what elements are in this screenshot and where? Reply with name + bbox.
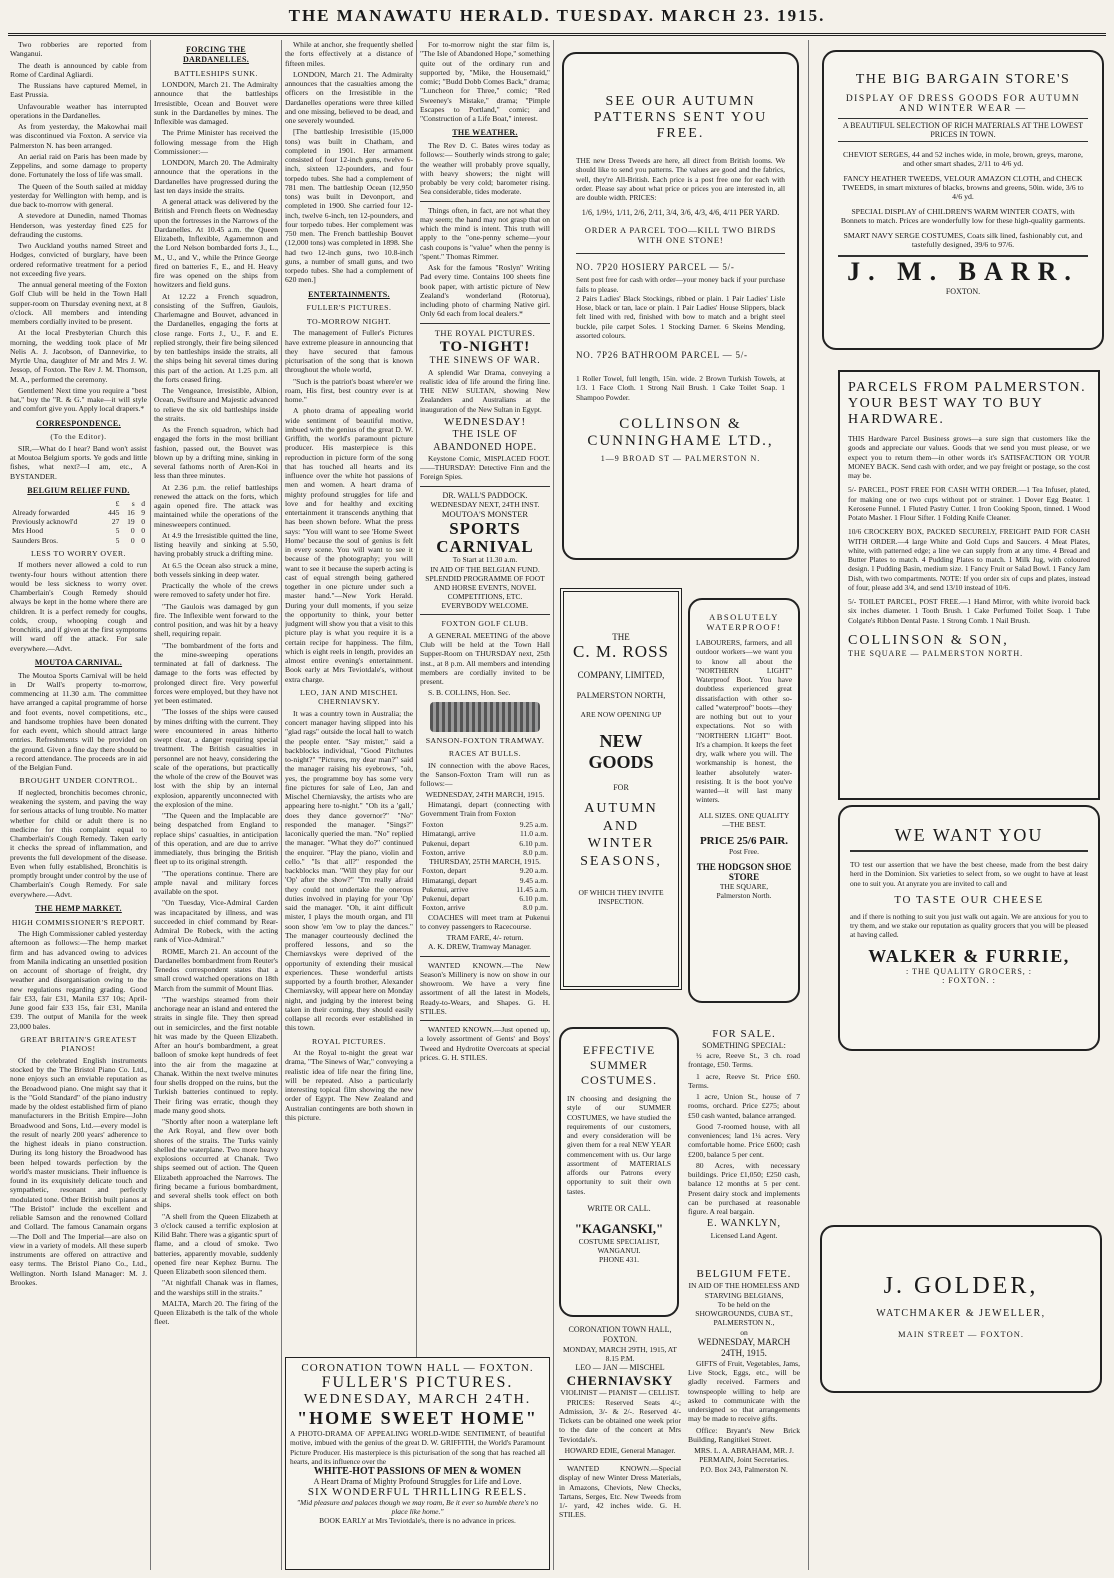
ross-co: COMPANY, LIMITED, [577,670,665,680]
news-paragraph: LONDON, March 20. The Admiralty announce that the operations in the Dardanelles have progressed during the last ten days inside the straits. [154,158,278,195]
table-row: Pukenui, depart 6.10 p.m. [422,838,548,848]
parcels-heading: PARCELS FROM PALMERSTON. [848,380,1087,395]
wanklyn-name: E. WANKLYN, [707,1218,781,1230]
bargain-heading: THE BIG BARGAIN STORE'S [855,72,1071,87]
wed-note: Himatangi, depart (connecting with Government Train from Foxton [420,799,550,818]
royal-ad-desc: A splendid War Drama, conveying a realistic idea of life around the firing line. THE NEW SULTAN, showing New Zealanders and Australians at the inauguration of the New Sultan in Egypt. [420,367,550,414]
programme: SPLENDID PROGRAMME OF FOOT AND HORSE EVENTS, NOVEL COMPETITIONS, ETC. [425,573,545,602]
hemp-heading: THE HEMP MARKET. [35,903,122,913]
worry-heading: LESS TO WORRY OVER. [31,548,126,558]
table-row: Already forwarded 445 16 9 [12,507,145,517]
fullers-heading: FULLER'S PICTURES. [306,303,392,313]
cheese-heading: WE WANT YOU [850,825,1088,852]
wanted-millinery: WANTED KNOWN.—The New Season's Millinery is now on show in our showroom. We have a very fine assortment of all the latest in Models, Ready-to-Wears, and Shapes. G. H. STILES. [420,960,550,1016]
kaganski-name: "KAGANSKI," [574,1220,664,1236]
fete-on: on [740,1327,748,1337]
hemp-sub: HIGH COMMISSIONER'S REPORT. [11,917,146,927]
cherni-manager: HOWARD EDIE, General Manager. [564,1445,676,1455]
royal-heading: ROYAL PICTURES. [312,1036,386,1046]
waterproof-price: PRICE 25/6 PAIR. [699,834,789,847]
bargain-item: CHEVIOT SERGES, 44 and 52 inches wide, in mole, brown, greys, marone, and other smart shades, 2/11 to 4/6 yd. [842,150,1083,168]
waterproof-post: Post Free. [729,846,759,856]
sale-item: Good 7-roomed house, with all conveniences; land 1¼ acres. Very comfortable home. Price £600; cash £200, balance 5 per cent. [688,1121,800,1159]
weather-body: The Rev D. C. Bates wires today as follows:— Southerly winds strong to gale; the weather will probably prove squally, with heavy showers; the night will probably be very cold; barometer rising. Sea considerable, tides moderate. [420,141,550,197]
fete-body: GIFTS of Fruit, Vegetables, Jams, Live Stock, Eggs, etc., will be gladly received. Farmers and townspeople willing to help are asked to communicate with the undersigned so that arrangements may be made to receive gifts. [688,1358,800,1424]
ross-for: FOR [613,783,629,792]
walker-town: : FOXTON. : [942,975,996,985]
news-paragraph: LONDON, March 21. The Admiralty announce that the battleships Irresistible, Ocean and Bouvet were sunk in the Dardanelles by mines. The Inflexible was damaged. [154,80,278,126]
correspondence-body: SIR,—What do I hear? Band won't assist at Moutoa Belgium sports. Ye gods and little fishes, what next?—I am, etc., A BYSTANDER. [10,443,147,481]
parcels-body: THIS Hardware Parcel Business grows—a sure sign that customers like the goods and appreciate our values. Goods that we send you must please, or we expect you to return them—in other words it's SATISFACTION OR YOUR MONEY BACK. Send cash with order, and we pay freight or postage, so the cost may be. [848,434,1090,480]
bargain-item: FANCY HEATHER TWEEDS, VELOUR AMAZON CLOTH, and CHECK TWEEDS, in smart mixtures of blacks, browns and greens, 50in. wide, 3/6 to 4/6 yd. [842,174,1084,201]
golf-signature: S. B. COLLINS, Hon. Sec. [428,688,511,698]
news-paragraph: At 2.36 p.m. the relief battleships renewed the attack on the forts, which again opened fire. The attack was maintained while the operations of the minesweepers continued. [154,482,278,529]
news-paragraph: "Shortly after noon a waterplane left the Ark Royal, and flew over both shores of the straits. The Turks vainly shelled the waterplane. Two more heavy explosions occurred at Chanak. Two ships seemed out of action. The Queen Elizabeth approached the Narrows. The firing became a furious bombardment, and several shells took effect on both ships. [154,1117,278,1210]
bargain-item: SPECIAL DISPLAY of CHILDREN'S WARM WINTER COATS, with Bonnets to match. Prices are wonderfully low for these high-quality garments. [840,207,1086,225]
thu-date: THURSDAY, 25TH MARCH, 1915. [429,857,541,867]
news-paragraph: The Queen of the South sailed at midday yesterday for Wellington with hemp, and is due back to-morrow with general. [10,181,147,209]
piano-heading: GREAT BRITAIN'S GREATEST PIANOS! [20,1034,137,1054]
fuller-reels: SIX WONDERFUL THRILLING REELS. [307,1486,528,1498]
cm-ross-ad [560,588,682,990]
news-paragraph: The annual general meeting of the Foxton Golf Club will be held in the Town Hall supper-room on Thursday evening next, at 8 o'clock. All members and intending members cordially invited to be present. [10,280,147,326]
column-rule [416,40,417,1570]
news-paragraph: The death is announced by cable from Rome of Cardinal Agliardi. [10,60,147,79]
ross-invite: OF WHICH THEY INVITE INSPECTION. [578,888,664,906]
news-paragraph: "On Tuesday, Vice-Admiral Carden was incapacitated by illness, and was succeeded in chief command by Rear-Admiral De Robeck, with the acting rank of Vice-Admiral." [154,898,278,945]
news-paragraph: MALTA, March 20. The firing of the Queen Elizabeth is the talk of the whole fleet. [154,1298,278,1327]
correspondence-sub: (To the Editor). [50,432,107,442]
collinson-son-name: COLLINSON & SON, [848,632,1009,648]
tram-intro: IN connection with the above Races, the Sanson-Foxton Tram will run as follows:— [420,760,550,789]
drew: A. K. DREW, Tramway Manager. [428,942,532,952]
barr-town: FOXTON. [945,287,981,296]
table-row: Himatangi, depart 9.45 a.m. [422,875,548,885]
news-paragraph: "The Queen and the Implacable are being despatched from England to replace ships' casualties, in anticipation of this operation, and are due to arrive immediately, thus bringing the British fleet up to its original strength. [154,811,278,867]
fuller-heart: A Heart Drama of Mighty Profound Struggles for Life and Love. [313,1477,522,1486]
cherni-names: LEO — JAN — MISCHEL [575,1362,665,1372]
royal-ad-foot: Keystone Comic, MISPLACED FOOT.——THURSDAY: Detective Finn and the Foreign Spies. [420,453,550,482]
news-paragraph: An aerial raid on Paris has been made by Zeppelins, and some damage to property done. Fortunately the loss of life was small. [10,151,147,180]
carnival-heading: MOUTOA CARNIVAL. [34,657,123,667]
dardanelles-body [154,80,278,1327]
belgium-fete-ad [688,1268,800,1570]
weather-heading: THE WEATHER. [452,128,518,138]
dardanelles-sub: BATTLESHIPS SUNK. [174,68,258,78]
fuller-passions: WHITE-HOT PASSIONS OF MEN & WOMEN [313,1466,522,1477]
news-paragraph: Two robberies are reported from Wanganui. [10,40,147,59]
fuller-hall: CORONATION TOWN HALL — FOXTON. [301,1362,534,1374]
fuller-date: WEDNESDAY, MARCH 24TH. [303,1392,532,1407]
news-paragraph: A photo drama of appealing world wide sentiment of beautiful motive, imbued with the genius of the great D. W. Griffith, the world's paramount picture producer. His masterpiece is this reproduction in picture form of the song that has touched all hearts and its influence over the white hot passions of men and women. A heart drama of mighty profound struggles for life and love and for healthy and exciting entertainment it transcends anything that has been shown before. What the press says: "You will want to see 'Home Sweet Home' because the soul of genius is felt in every scene. You will want to see it because of the photography; you will want to see it because the superb acting is cast of equal strength being gathered together in one picture under such a master hand."—New York Herald. During your dull moments, if you seize the opportunity to think, your better judgment will show you that a visit to this picture play is what you require it is a certain recipe for happiness. The film, which is eight reels in length, provides an almost entire evening's entertainment. Book early at Mrs Teviotdale's, without extra charge. [285,406,413,684]
waterproof-body: LABOURERS, farmers, and all outdoor workers—we want you to know all about the "NORTHERN LIGHT" Waterproof Boot. You have doubtless experienced great dissatisfaction with other so-called "waterproof" boots—they are nothing but out to your expectations. Not so with "NORTHERN LIGHT" Boot. It's a champion. It keeps the feet dry, walk where you will. The workmanship is honest, the leather absolutely water-resisting. It is the boot you've wanted—it will last many winters. [696,638,792,805]
table-row: Foxton 9.25 a.m. [422,820,548,830]
cherni-prices: PRICES: Reserved Seats 4/-; Admission, 3/- & 2/-. Reserved 4/- Tickets can be obtained one week prior to the date of the concert at Mrs Teviotdale's. [559,1397,681,1444]
hemp-body: The High Commissioner cabled yesterday afternoon as follows:—The hemp market firm and has advanced owing to advices from Manila indicating an unsettled position on account of shortage of freight, dry weather and disorganisation owing to the new regulations regarding grading. Good fair £33, fair £31, Manila £37 10s; April-June good fair £33 15s, fair £31, Manila £39. The output of Manila for the week 23,000 bales. [10,929,147,1031]
bathroom-body: 1 Roller Towel, full length, 15in. wide. 2 Brown Turkish Towels, at 1/3. 1 Face Cloth. 1 Strong Nail Brush. 1 Cake Toilet Soap. 1 Shampoo Powder. [576,374,785,402]
parcel-toilet: 5/- TOILET PARCEL, POST FREE.—1 Hand Mirror, with white ivoroid back six inches diameter. 1 Tooth Brush. 1 Cake Perfumed Toilet Soap. 1 Tube Colgate's Ribbon Dental Paste. 1 Strong Comb. 1 Nail Brush. [848,597,1090,625]
races-heading: RACES AT BULLS. [448,749,522,759]
news-paragraph: "Such is the patriot's boast where'er we roam, His first, best country ever is at home." [285,376,413,404]
masthead-title: THE MANAWATU HERALD. TUESDAY. MARCH 23. 1915. [288,6,826,25]
start: To Start at 11.30 a.m. [452,555,518,565]
royal-ad-tonight: TO-NIGHT! [439,338,531,355]
fete-held: To be held on the [717,1299,771,1309]
news-paragraph: "The bombardment of the forts and the mine-sweeping operations terminated at fall of darkness. The damage to the forts was effected by prolonged direct fire. Very powerful forces were employed, but they have not yet been estimated. [154,640,278,705]
sale-item: 80 Acres, with necessary buildings. Price £1,050; £250 cash, balance 12 months at 5 per cent. Present dairy stock and implements can be purchased at reasonable figure. A real bargain. [688,1160,800,1217]
autumn-body: THE new Dress Tweeds are here, all direct from British looms. We should like to send you patterns. The values are good and the fabrics, well, they're All-British. Each price is a post free one for each with order. Please say about what price or prices you are interested in, all are double width. PRICES: [576,156,785,202]
sale-item: 1 acre, Reeve St. Price £60. Terms. [688,1071,800,1090]
column-4 [420,40,550,1352]
fare: TRAM FARE, 4/- return. [446,933,524,943]
cherni-name: CHERNIAVSKY [566,1372,674,1388]
tram-illustration [430,702,540,732]
collinson-name: COLLINSON & CUNNINGHAME LTD., [587,415,774,449]
news-paragraph: "The losses of the ships were caused by mines drifting with the current. They were encountered in areas hitherto swept clear, a danger requiring special treatment. The British casualties in personnel are not heavy, considering the scale of the operations, but practically the whole of the crew of the Bouvet was lost with the ship by an internal explosion, apparently unconnected with the explosion of the mine. [154,707,278,809]
bathroom-heading: NO. 7P26 BATHROOM PARCEL — 5/- [576,350,748,360]
table-row: Pukenui, depart 6.10 p.m. [422,894,548,904]
column-rule [281,40,282,1570]
table-row: Foxton, depart 9.20 a.m. [422,866,548,876]
summer-body: IN choosing and designing the style of our SUMMER COSTUMES, we have studied the requirements of our customers, and every consideration will be given them for a real NEW YEAR commencement with us. Our large assortment of MATERIALS affords our Patrons every opportunity to suit their own tastes. [567,1094,671,1196]
cheese-taste: TO TASTE OUR CHEESE [894,893,1044,906]
news-paragraph: As the French squadron, which had engaged the forts in the most brilliant fashion, passed out, the Bouvet was blown up by a drifting mine, sinking in several fathoms north of Aren-Koi in less than three minutes. [154,425,278,481]
sports-carnival-title: SPORTS CARNIVAL [436,518,534,556]
entertainments-heading: ENTERTAINMENTS. [308,289,390,299]
fuller-book: BOOK EARLY at Mrs Teviotdale's, there is no advance in prices. [319,1516,516,1525]
ross-goods: NEW GOODS [588,731,654,772]
royal-continued: For to-morrow night the star film is, "The Isle of Abandoned Hope," something quite out of the ordinary run and supported by, "Mike, the Housemaid," comic; "Budd Dobb Comes Back," drama; "Luncheon for Three," comic; "Red Sweeney's Mistake," drama; "Pimple Escapes to Portland," comic; and "Construction of a Life Boat," interest. [420,40,550,123]
walker-sub: : THE QUALITY GROCERS, : [906,966,1032,976]
sale-heading: FOR SALE. [712,1028,776,1040]
news-paragraph: Two Auckland youths named Street and Hodges, convicted of burglary, have been ordered reformative treatment for a period not exceeding five years. [10,241,147,278]
news-paragraph: "The warships steamed from their anchorage near an island and entered the straits in single file. They then spread out in semicircles, and the first notable hit was made by the Queen Elizabeth. After an hour's bombardment, a great balloon of smoke kept hundreds of feet into the air from the magazine at Chanak. Within the next twelve minutes four shells dropped on the ruins, but the Turkish batteries continued to reply. Their firing was erratic, though they made many good shots. [154,994,278,1115]
ross-season: AUTUMN AND WINTER SEASONS, [580,801,662,869]
news-paragraph: At the local Presbyterian Church this morning, the wedding took place of Mr Nelis A. J. Jacobson, of Dannevirke, to Myrtle Una, daughter of Mr and Mrs J. W. Jessop, of Foxton. The Rev J. M. Thomson, M. A., performed the ceremony. [10,328,147,384]
fund-col: s [131,498,135,508]
news-paragraph: Unfavourable weather has interrupted operations in the Dardanelles. [10,101,147,120]
hosiery-heading: NO. 7P20 HOSIERY PARCEL — 5/- [576,262,735,273]
news-paragraph: A stevedore at Dunedin, named Thomas Henderson, was yesterday fined £25 for defrauding the customs. [10,211,147,239]
cherni-hall: CORONATION TOWN HALL, FOXTON. [568,1325,672,1344]
royal-ad-wed: WEDNESDAY! [443,415,527,428]
news-paragraph: Practically the whole of the crews were removed to safety under hot fire. [154,581,278,600]
summer-write: WRITE OR CALL. [587,1203,651,1213]
barr-name: J. M. BARR. [838,255,1088,287]
cherni-date: MONDAY, MARCH 29TH, 1915, AT 8.15 P.M. [563,1344,677,1363]
parcels-sub: YOUR BEST WAY TO BUY HARDWARE. [848,396,1043,427]
parcels-palmerston-ad [838,370,1100,800]
bargain-sub2: A BEAUTIFUL SELECTION OF RICH MATERIALS AT THE LOWEST PRICES IN TOWN. [838,118,1088,142]
bargain-item: SMART NAVY SERGE COSTUMES, Coats silk lined, fashionably cut, and tastefully designed, 39/6 to 97/6. [843,231,1083,249]
table-row: Himatangi, arrive 11.0 a.m. [422,829,548,839]
dardanelles-heading: FORCING THE DARDANELLES. [182,45,250,64]
royal-ad-film: THE SINEWS OF WAR. [429,356,541,367]
hodgson-store: THE HODGSON SHOE STORE [696,861,792,882]
wed-date: WEDNESDAY, 24TH MARCH, 1915. [425,790,545,800]
news-paragraph: At 12.22 a French squadron, consisting of the Suffren, Gaulois, Charlemagne and Bouvet, advanced in the Dardanelles, engaging the forts at close range. Forts J., U., F. and E. replied strongly, their fire being silenced by ten battleships inside the straits, all the ships being hit several times during this part of the action. At 1.25 p.m. all the forts ceased firing. [154,291,278,384]
relief-fund-table [10,499,147,545]
table-row: Mrs Hood 5 0 0 [12,526,145,536]
things-body: Things often, in fact, are not what they may seem; the hand may not grasp that on which the mind is intent. This truth will apply to the "one-penny scheme—your cash coupons is "value" when the penny is "spent." Thomas Rimmer. [420,205,550,261]
piano-body: Of the celebrated English instruments stocked by the The Bristol Piano Co. Ltd., none enjoys such an enviable reputation as the Broadwood piano. One might say that it is the "Gold Standard" of the piano industry made by the oldest established firm of piano manufacturers in the British Empire—John Broadwood and Sons, Ltd.—every model is the result of nearly 200 years' adherence to the highest ideals in piano construction. During its long history the Broadwood has been helped towards perfection by the world's master musicians. Their influence is found in its exquisitely delicate touch and sympathetic, resonant and perfectly modulated tone. Other British built pianos at "The Bristol" include the excellent and reliable Samson and the renowned Collard and Collard. The famous Canamain organs—The Doll and The Imperial—are also on view in a variety of models. All these superb instruments are offered on attractive and easy terms. The Bristol Piano Co., Ltd., Wellington. North Island Manager: M. J. Brookes. [10,1055,147,1287]
column-rule [150,40,151,1570]
fund-col: £ [115,498,120,508]
news-paragraph: A general attack was delivered by the British and French fleets on Wednesday upon the fortresses in the Narrows of the Dardanelles. At 10.45 a.m. the Queen Elizabeth, Inflexible, Agamemnon and the Lord Nelson bombarded forts J., L., M., U., and V., while the Prince George fired on batteries F., E., and H. Heavy fire was opened on the ships from howitzers and field guns. [154,197,278,290]
royal-body: At the Royal to-night the great war drama, "The Sinews of War," conveying a realistic idea of life near the firing line, will be repeated. Also a particularly interesting topical film showing the new order of Egypt. The New Zealand and Australian contingents are both shown in this picture. [285,1048,413,1122]
fete-signature: MRS. L. A. ABRAHAM, MR. J. PERMAIN, Joint Secretaries. [694,1446,794,1465]
ross-opening: ARE NOW OPENING UP [580,710,662,719]
cheese-body2: and if there is nothing to suit you just walk out again. We are anxious for you to try them, and we stake our reputation as quality grocers that you will be pleased at having called. [850,911,1088,940]
worry-body: If mothers never allowed a cold to run twenty-four hours without attention there would be less sickness to worry over. Chamberlain's Cough Remedy should always be kept in the home where there are children. It is a perfect remedy for coughs, colds, croup, whooping cough and bronchitis, and if given at the first symptoms will ward off the attack. For sale everywhere.—Advt. [10,560,147,653]
column-2 [154,40,278,1570]
ross-the: THE [612,632,630,642]
sale-item: 1 acre, Union St., house of 7 rooms, orchard. Price £275; about £50 cash wanted, balance arranged. [688,1092,800,1120]
cheese-body: TO test our assertion that we have the best cheese, made from the best dairy herd in the Dominion. Six varieties to select from, so we ought to have at least one to suit you. At anyrate you are invited to call and [850,860,1088,888]
bronchitis-body: If neglected, bronchitis becomes chronic, weakening the system, and paving the way for serious attacks of lung trouble. No matter whether for child or adult there is no medicine for this complaint equal to Chamberlain's Cough Remedy. Taken early it checks the spread of inflammation, and prevents the full development of the disease. Even when fully established, Bronchitis is promptly brought under control by the use of Chamberlain's Cough Remedy. For sale everywhere.—Advt. [10,787,147,899]
hodgson-town: Palmerston North. [716,890,772,900]
sports-carnival-ad [420,491,550,611]
fete-office: Office: Bryant's New Brick Building, Rangitikei Street. [688,1425,800,1444]
bargain-sub: DISPLAY OF DRESS GOODS FOR AUTUMN AND WINTER WEAR — [845,94,1081,114]
column-rule [553,40,554,1570]
news-paragraph: Gentlemen! Next time you require a "best hat," buy the "R. & G." make—it will style and comfort give you. Apply local drapers.* [10,385,147,414]
table-row: Previously acknowl'd 27 19 0 [12,517,145,526]
timetable-wed [420,820,550,857]
news-paragraph: LONDON, March 21. The Admiralty announces that the casualties among the officers on the Irresistible in the Dardanelles operations were three killed and one missing, believed to be dead, and one severely wounded. [285,69,413,125]
paddock: DR. WALL'S PADDOCK. [442,490,528,500]
waterproof-heading: ABSOLUTELY WATERPROOF! [706,612,782,632]
ross-name: C. M. ROSS [573,642,669,661]
table-row: Pukenui, arrive 11.45 a.m. [422,884,548,894]
news-paragraph: The Russians have captured Memel, in East Prussia. [10,81,147,100]
fuller-quote: "Mid pleasure and palaces though we may roam, Be it ever so humble there's no place like home." [296,1498,539,1516]
monster: MOUTOA'S MONSTER [441,509,529,520]
collinson-cunninghame-ad [562,52,799,560]
coaches: COACHES will meet tram at Pukenui to convey passengers to Racecourse. [420,912,550,931]
fuller-desc: A PHOTO-DRAMA OF APPEALING WORLD-WIDE SENTIMENT, of beautiful motive, imbued with the genius of the great D. W. GRIFFITH, the World's Paramount Picture Producer. His masterpiece is this picturisation of the song that has reached all hearts, and its influence over the [290,1429,545,1466]
wanted-dress: WANTED KNOWN.—Special display of new Winter Dress Materials, in Amazons, Cheviots, New Checks, Tartans, Serges, Etc. New Tweeds from 1/- yard, 42 inches wide. G. H. STILES. [559,1464,681,1520]
cherni-roles: VIOLINIST — PIANIST — CELLIST. [560,1388,680,1398]
table-row: Saunders Bros. 5 0 0 [12,535,145,545]
wednext: WEDNESDAY NEXT, 24TH INST. [430,500,540,510]
masthead [8,6,1106,36]
autumn-heading: SEE OUR AUTUMN PATTERNS SENT YOU FREE. [593,94,768,141]
hodgson-square: THE SQUARE, [719,881,769,891]
hosiery-body: 2 Pairs Ladies' Black Stockings, ribbed or plain. 1 Pair Ladies' Lisle Hose, black or tan, lace or plain. 1 Pair Ladies' House Slippers, black felt lined with red, finished with bow to match and a bright steel buckle, pile carpet Soles. 1 Stocking Darner. 6 Skeins Mending, assorted colours. [576,293,785,340]
roslyn-body: Ask for the famous "Roslyn" Writing Pad every time. Contains 100 sheets fine book paper, with artistic picture of New Zealand's wonderland (Rotorua), including photo of charming Native girl. Only 6d each from local dealers.* [420,263,550,319]
fullers-body [285,328,413,684]
fuller-film: "HOME SWEET HOME" [297,1408,538,1428]
golder-trade: WATCHMAKER & JEWELLER, [876,1308,1046,1319]
summer-costumes-ad [559,1027,679,1317]
news-paragraph: At 4.9 the Irresistible quitted the line, listing heavily and sinking at 5.50, having probably struck a drifting mine. [154,530,278,559]
collinson-address: 1—9 BROAD ST — PALMERSTON N. [600,453,761,463]
golder-ad [820,1225,1102,1393]
fete-heading: BELGIUM FETE. [696,1268,792,1280]
cherniavsky-ad [559,1325,681,1570]
sale-item: ½ acre, Reeve St., 3 ch. road frontage, £50. Terms. [688,1051,800,1070]
news-paragraph: At 6.5 the Ocean also struck a mine, both vessels sinking in deep water. [154,560,278,579]
summer-heading: EFFECTIVE SUMMER COSTUMES. [580,1043,657,1087]
news-paragraph: "At nightfall Chanak was in flames, and the warships still in the straits." [154,1278,278,1297]
sale-sub: SOMETHING SPECIAL: [702,1041,786,1051]
column-rule [808,40,809,1570]
big-bargain-store-ad [822,50,1104,350]
news-paragraph: "The Gaulois was damaged by gun fire. The Inflexible went forward to the control position, and was hit by a heavy shell, requiring repair. [154,601,278,639]
timetable-thu [420,866,550,912]
order-parcel: ORDER A PARCEL TOO—KILL TWO BIRDS WITH ONE STONE! [584,225,777,246]
news-paragraph: ROME, March 21. An account of the Dardanelles bombardment from Reuter's Tenedos correspondent states that a small crowd watched operations on 18th March from the summit of Mount Ilias. [154,946,278,993]
correspondence-heading: CORRESPONDENCE. [36,418,121,428]
parcel-crockery: 10/6 CROCKERY BOX, PACKED SECURELY, FREIGHT PAID FOR CASH WITH ORDER.—4 large White and Gold Cups and Saucers. 4 Meat Plates, white, with patterned edge; a line we can supply from at any time. 4 Bread and Butter Plates to match. 4 Pudding Plates to match. 1 Milk Jug, with coloured design. 1 Pudding Basin, medium size. 1 Fancy Fruit or Salad Bowl. 1 Fancy Jam Dish, with two compartments. NOTE: If you order six of cups and plates, instead of four, please add 3/4, and send 13/10 instead of 10/6. [848,527,1090,592]
royal-ad-title: THE ROYAL PICTURES. [434,327,536,338]
fete-sub: IN AID OF THE HOMELESS AND STARVING BELGIANS, [688,1281,800,1300]
for-sale-ad [688,1028,800,1258]
bronchitis-heading: BROUGHT UNDER CONTROL. [19,776,138,786]
hosiery-note: Sent post free for cash with order—your money back if your purchase fails to please. [576,275,785,294]
fuller-name: FULLER'S PICTURES. [321,1374,514,1391]
autumn-prices: 1/6, 1/9½, 1/11, 2/6, 2/11, 3/4, 3/6, 4/3, 4/6, 4/11 PER YARD. [581,208,780,218]
golder-street: MAIN STREET — FOXTON. [898,1329,1024,1339]
royal-ad-isle: THE ISLE OF ABANDONED HOPE. [433,429,537,453]
news-paragraph: While at anchor, she frequently shelled the forts effectively at a distance of fifteen miles. [285,40,413,68]
wanted-overcoats: WANTED KNOWN.—Just opened up, a lovely assortment of Gents' and Boys' Tweed and Hydrotite Overcoats at special prices. G. H. STILES. [420,1025,550,1062]
golf-heading: FOXTON GOLF CLUB. [441,619,529,629]
wanklyn-agent: Licensed Land Agent. [710,1230,778,1240]
news-paragraph: "A shell from the Queen Elizabeth at 3 o'clock caused a terrific explosion at Kilid Bahr. There was a gigantic spurt of flame, and a cloud of smoke. Two batteries, apparently movable, suddenly opened fire near Kephez Burnu. The Queen Elizabeth soon silenced them. [154,1211,278,1276]
dardanelles-continued [285,40,413,285]
kaganski-phone: PHONE 431. [598,1254,639,1264]
golder-name: J. GOLDER, [883,1273,1039,1299]
waterproof-sizes: ALL SIZES. ONE QUALITY—THE BEST. [698,810,790,829]
news-paragraph: As from yesterday, the Makowhai mail was discontinued via Foxton. A service via Palmerston N. has been arranged. [10,122,147,150]
aid: IN AID OF THE BELGIAN FUND. [430,564,540,574]
ross-town: PALMERSTON NORTH, [576,690,666,700]
news-briefs [10,40,147,414]
cherniavsky-body: It was a country town in Australia; the concert manager having slipped into his "glad rags" outside the local hall to watch the people enter. "Say mister," said a backblocks individual, "Good Pitchutes to-night?" "Pictures, my dear man?" said the manager raising his eyebrows, "oh, yes, the programme boy has some very fine pictures for sale of Leo, Jan and Mischel Cherniavsky, the artists who are appearing here to-night." "Oh its a 'gall,' does they dance governor?" "No" responded the manager. "Sings?" laconically queried the man. "No" replied the manager. "What they do?" continued the enquirer. "Play the piano, violin and cello." "Is that all?" responded the backblocks man. "Will they play for our 'Op' after the show?" "I'm really afraid they could not undertake the onerous duties involved in playing for your 'Op' said the manager. "Oh, it aint difficult mister, I plays the mouth organ, and I'll soon show 'em 'ow to play the dances." The manager courteously declined the proffered lessons, and so the Cherniavskys were deprived of the opportunity of extending their musical experiences. These wonderful artists supported by a fourth brother, Alexander Cherniavsky, will appear here on Monday night, and judging by the interest being taken in their coming, they should easily collapse all records ever established in this town. [285,708,413,1033]
royal-pictures-ad [420,328,550,482]
cherniavsky-heading: LEO, JAN AND MISCHEL CHERNIAVSKY. [300,687,398,707]
parcel-5: 5/- PARCEL, POST FREE FOR CASH WITH ORDER.—1 Tea Infuser, plated, for making one or two cups without pot or strainer. 1 Dover Egg Beater. 1 Kerosene Funnel. 1 Fluted Pastry Cutter. 1 Iron Cooking Spoon, tinned. 1 Wood Potato Masher. 1 Flour Sifter. 1 Folding Knife Cleaner. [848,485,1090,522]
news-paragraph: [The battleship Irresistible (15,000 tons) was built in Chatham, and completed in 1901. Her armament consisted of four 12-inch guns, twelve 6-inch, sixteen 12-pounders, and four torpedo tubes. She had a complement of 781 men. The battleship Ocean (12,950 tons) was built in Devonport, and completed in 1900. She carried four 12-inch, twelve 6-inch, ten 12-pounders, and four torpedo tubes. Her complement was 750 men. The French battleship Bouvet (12,000 tons) was completed in 1898. She had two 12-inch guns, two 10.8-inch guns, a number of small guns, and two torpedo tubes. She had a complement of 620 men.] [285,127,413,285]
table-row: Foxton, arrive 8.0 p.m. [422,847,548,857]
collinson-son-address: THE SQUARE — PALMERSTON NORTH. [848,648,1024,658]
walker-furrie-ad [838,805,1100,1051]
kaganski-spec: COSTUME SPECIALIST, WANGANUI. [578,1236,660,1255]
column-1 [10,40,147,1570]
tram-heading: SANSON-FOXTON TRAMWAY. [425,735,545,745]
fete-date: WEDNESDAY, MARCH 24TH, 1915. [697,1336,791,1358]
fete-box: P.O. Box 243, Palmerston N. [700,1464,788,1474]
relief-fund-heading: BELGIUM RELIEF FUND. [27,485,130,495]
welcome: EVERYBODY WELCOME. [441,601,529,611]
column-3 [285,40,413,1352]
carnival-body: The Moutoa Sports Carnival will be held in Dr Wall's property to-morrow, commencing at 11.30 a.m. The committee have arranged a capital programme of horse and foot events, novel competitions, etc., and handsome trophies have been donated for each event, which should attract large entries. Refreshments will be provided on the ground. Given a fine day there should be a record attendance. The proceeds are in aid of the Belgian Fund. [10,670,147,772]
fullers-pictures-ad [285,1357,550,1570]
golf-body: A GENERAL MEETING of the above Club will be held at the Town Hall Supper-Room on THURSDAY next, 25th inst., at 8 p.m. All members and intending members are cordially invited to be present. [420,630,550,687]
walker-name: WALKER & FURRIE, [868,945,1070,966]
table-row: Foxton, arrive 8.0 p.m. [422,903,548,913]
news-paragraph: The Prime Minister has received the following message from the High Commissioner:— [154,128,278,156]
fete-ground: SHOWGROUNDS, CUBA ST., PALMERSTON N., [695,1309,793,1328]
news-paragraph: The management of Fuller's Pictures have extreme pleasure in announcing that they have secured that famous picturisation of the song that is known throughout the whole world, [285,328,413,375]
fullers-sub: TO-MORROW NIGHT. [306,316,392,326]
news-paragraph: The Vengeance, Irresistible, Albion, Ocean, Swiftsure and Majestic advanced to relieve the six old battleships inside the straits. [154,386,278,423]
news-paragraph: "The operations continue. There are ample naval and military forces available on the spot. [154,868,278,896]
waterproof-ad [688,598,800,1003]
fund-col: d [141,498,145,508]
